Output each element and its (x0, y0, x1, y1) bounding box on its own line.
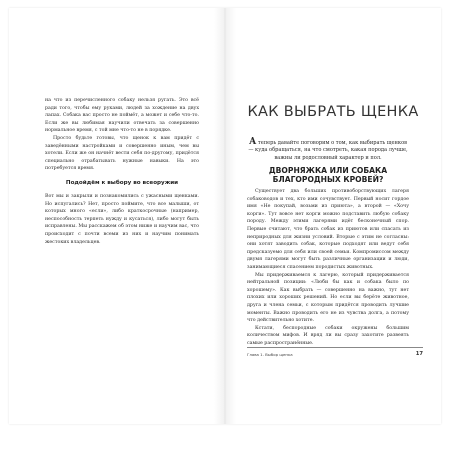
running-footer-chapter: Глава 1. Выбор щенка (247, 351, 293, 357)
right-paragraph: Существует два больших противоборствующих лагеря собаководов и тех, кто ими сочувствует. Первый носит гордое имя «Не покупай, возьми из приюта», а второй — «Хочу корги». Тут вовсе нет корги можно подставить любую собаку породу. Между этими лагерями идёт бесконечный спор. Первые считают, что брать собак из приютов или спасать из неприродных для жизни условий. Вторые с этим не согласны: они хотят заводить собак, которые подходят или ведут себя предсказуемо для себя или своей семьи. Компромиссом между двумя лагерями могут быть различные организации и люди, занимающиеся спасением породистых животных. (247, 189, 409, 270)
book-spread (9, 8, 441, 424)
left-paragraph: Вот мы и закрыли и познакомились с ужасными щенками. Но испугались? Нет, просто поймите, что все малыши, от которых много «если», либо краткосрочные (например, неспособность терпеть нужду и кусаться), либо могут быть исправлены. Мы расскажем об этом ниже и научим вас, что происходит с почти всеми из них и научим понимать жестоких владельцев. (45, 193, 199, 245)
right-page (225, 8, 441, 424)
lead-text: теперь давайте поговорим о том, как выбирать щенков — куда обращаться, на что смотреть, какая порода лучше, важны ли родословный характер и пол. (248, 140, 408, 161)
chapter-title: КАК ВЫБРАТЬ ЩЕНКА (247, 104, 419, 120)
footer-row (247, 351, 423, 357)
footer-rule (247, 347, 423, 348)
left-paragraph: на что из перечисленного собаку нельзя ругать. Это всё ради того, чтобы ему руками, людей за хождение на двух лапах. Собака вас просто не поймёт, а может и себе что-то. Если же вы любимая научили отвечать за совершенно нормальное время, с той мне что-то не в порядке. (45, 98, 199, 134)
left-page (9, 8, 225, 424)
left-sub-heading: Подойдём к выбору во всеоружии (65, 179, 179, 186)
right-paragraph: Мы придерживаемся к лагерю, который придерживается нейтральной позиции: «Люби бы как и собака было по хорошему». Как выбрать — совершенно на важно, тут нет плохих или хороших решений. Но если вы берёте животное, друга и члена семьи, с которым придётся проводить лучшие моменты. Важно проводить его не из чувства долга, а потому что действительно хотите. (247, 272, 409, 324)
left-page-text (45, 97, 199, 246)
right-paragraph: Кстати, беспородные собаки окружены большим количеством мифов. И вряд ли вы сразу захотите развеять самые распространённые. (247, 325, 409, 346)
lead-paragraph (247, 138, 409, 162)
page-footer (247, 347, 423, 357)
drop-cap: А (248, 137, 257, 147)
left-paragraph: Просто будьте готовы, что щенок к вам придёт с заведёнными настройками и совершенно иным, чем вы хотели. Если же он начнёт вести себя по-другому, придётся специально отрабатывать нужные навыки. На это потребуется время. (45, 135, 199, 172)
page-number: 17 (415, 351, 423, 357)
section-heading: ДВОРНЯЖКА ИЛИ СОБАКА БЛАГОРОДНЫХ КРОВЕЙ? (268, 166, 388, 184)
right-page-text (247, 138, 409, 348)
